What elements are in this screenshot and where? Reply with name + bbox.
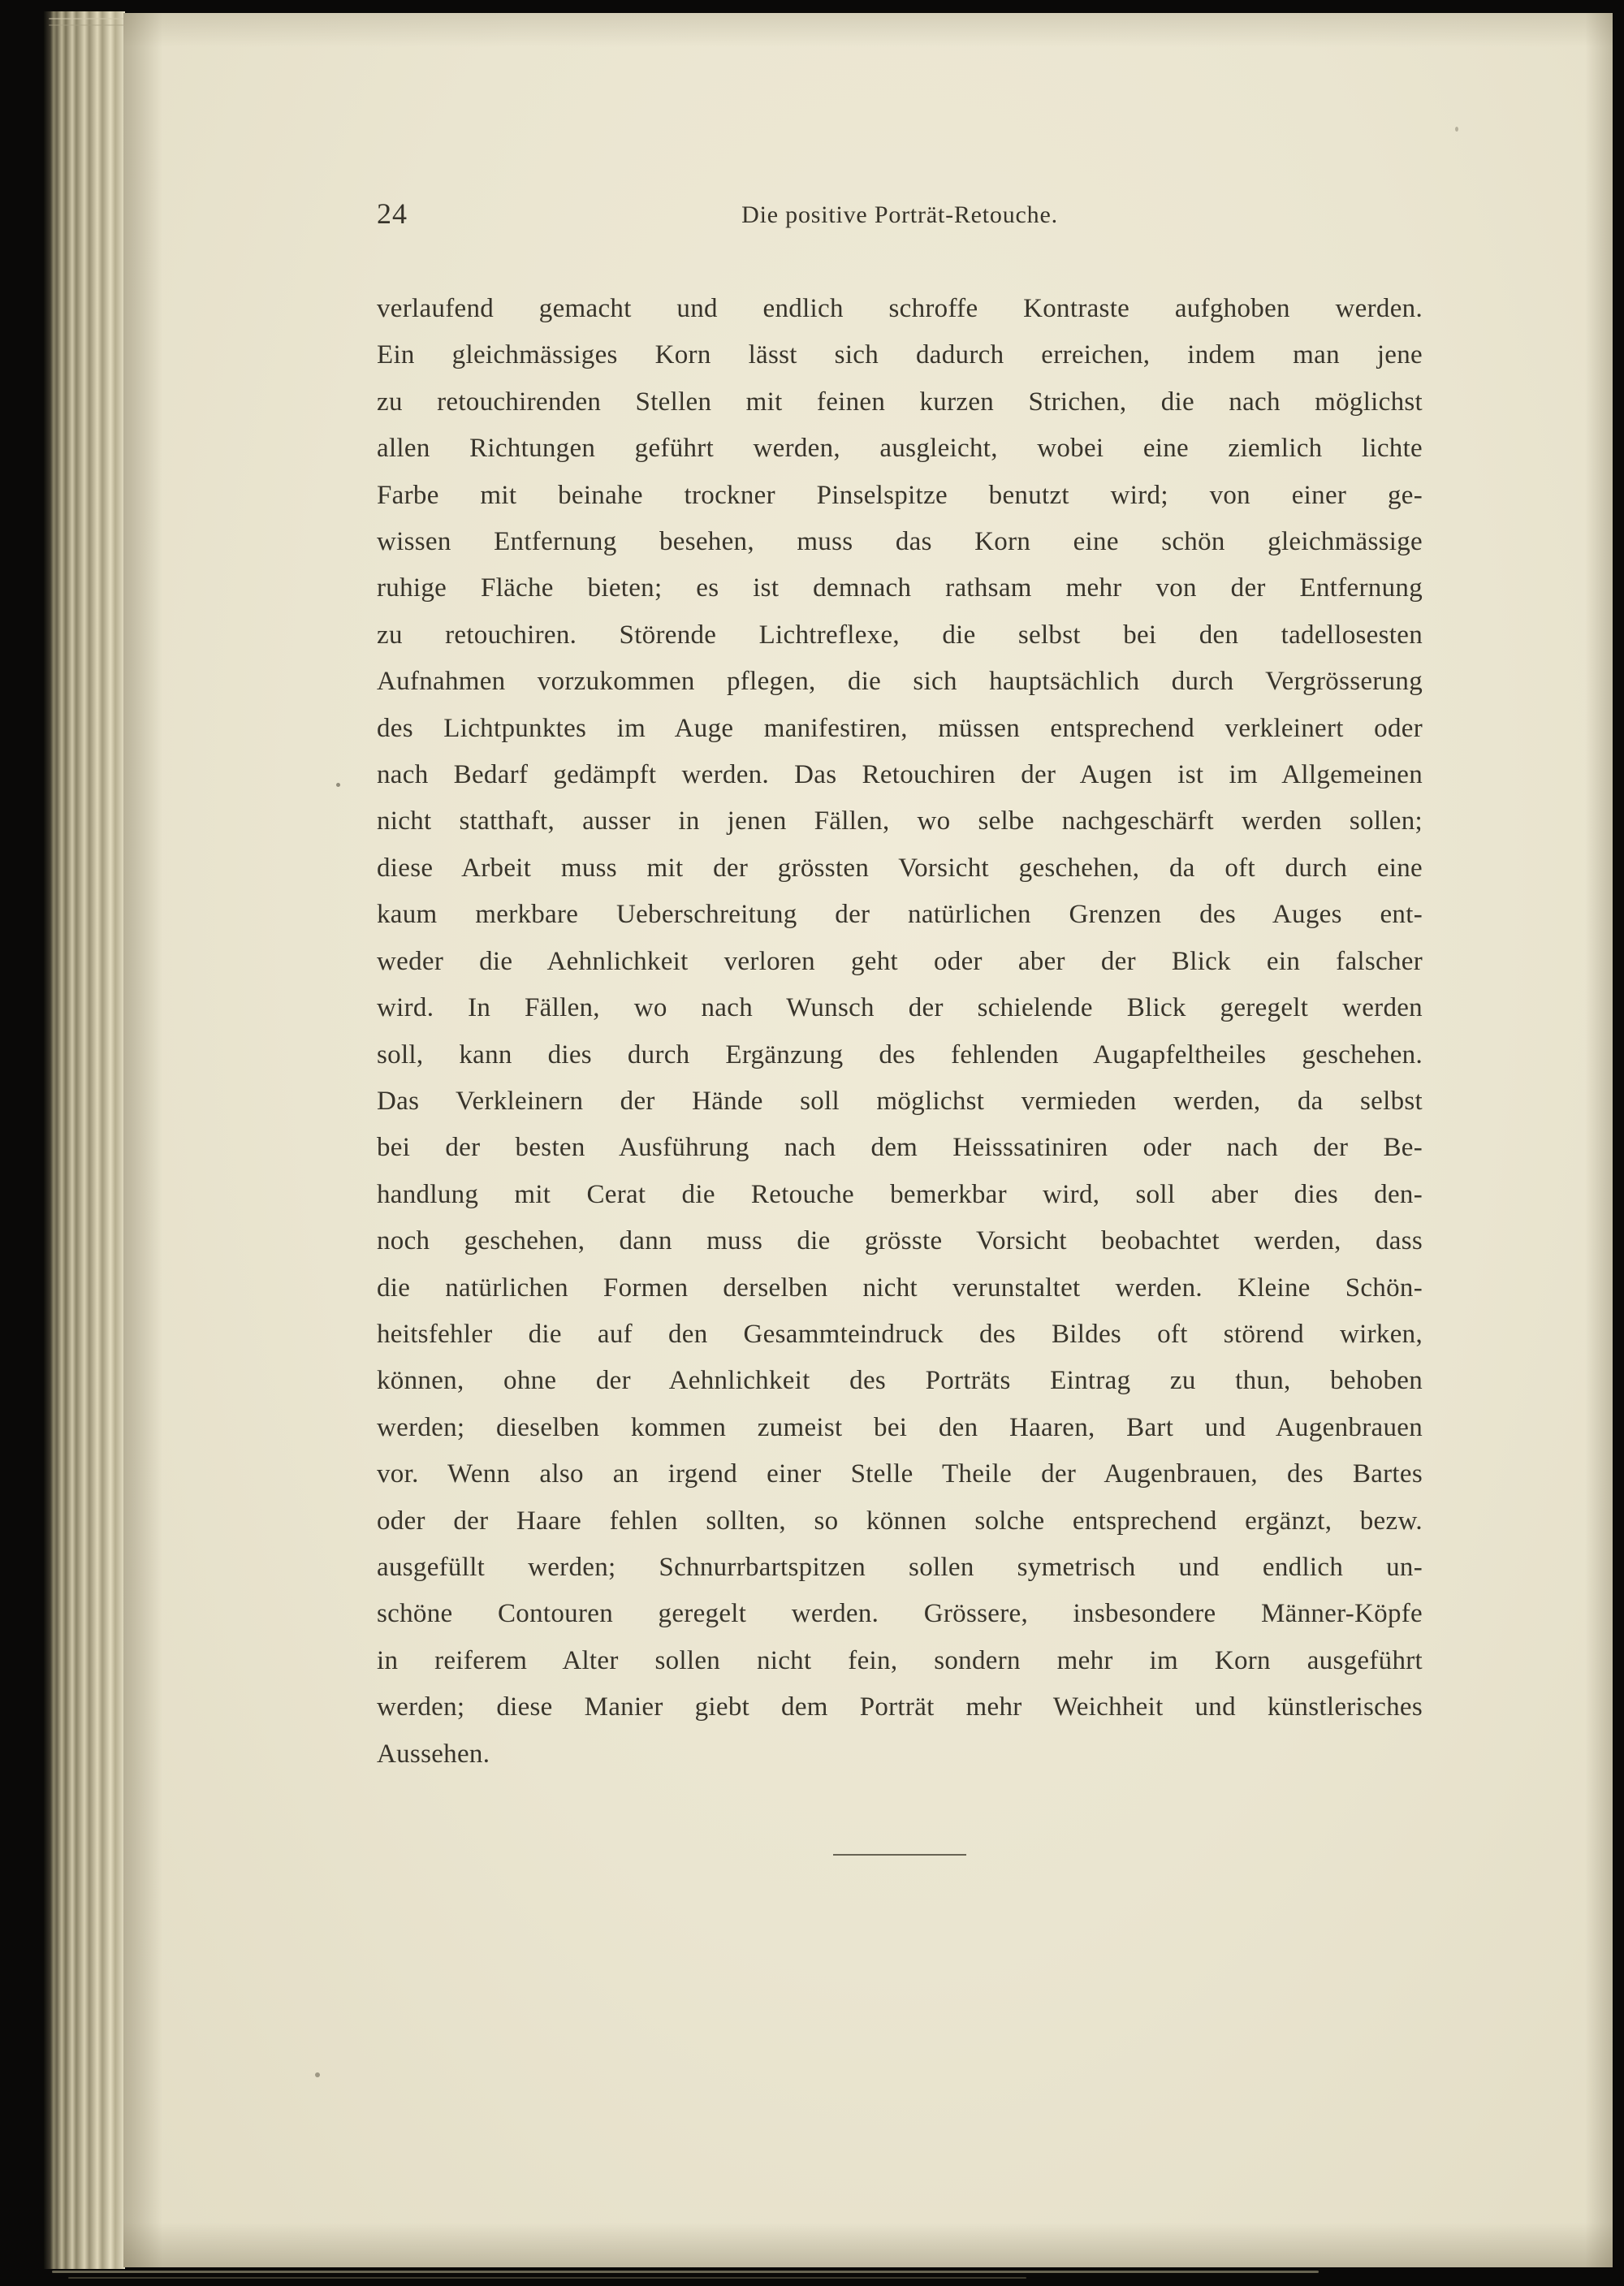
body-line: ausgefüllt werden; Schnurrbartspitzen sollen symetrisch und endlich un- bbox=[377, 1552, 1423, 1582]
body-line: heitsfehler die auf den Gesammteindruck des Bildes oft störend wirken, bbox=[377, 1319, 1423, 1349]
body-line: weder die Aehnlichkeit verloren geht oder aber der Blick ein falscher bbox=[377, 946, 1423, 976]
body-line: oder der Haare fehlen sollten, so können solche entsprechend ergänzt, bezw. bbox=[377, 1506, 1423, 1536]
body-line: werden; dieselben kommen zumeist bei den Haaren, Bart und Augenbrauen bbox=[377, 1412, 1423, 1442]
page-number: 24 bbox=[377, 197, 408, 230]
body-line: Das Verkleinern der Hände soll möglichst vermieden werden, da selbst bbox=[377, 1086, 1423, 1116]
scan-speck bbox=[1455, 127, 1458, 132]
section-divider-rule bbox=[833, 1854, 966, 1856]
body-line: nicht statthaft, ausser in jenen Fällen, wo selbe nachgeschärft werden sollen; bbox=[377, 806, 1423, 836]
body-line: diese Arbeit muss mit der grössten Vorsicht geschehen, da oft durch eine bbox=[377, 853, 1423, 883]
body-line: kaum merkbare Ueberschreitung der natürlichen Grenzen des Auges ent- bbox=[377, 900, 1423, 930]
book-page bbox=[123, 13, 1613, 2267]
body-line: verlaufend gemacht und endlich schroffe Kontraste aufghoben werden. bbox=[377, 294, 1423, 323]
body-line: wissen Entfernung besehen, muss das Korn eine schön gleichmässige bbox=[377, 527, 1423, 557]
body-line: schöne Contouren geregelt werden. Grössere, insbesondere Männer-Köpfe bbox=[377, 1599, 1423, 1629]
body-line: soll, kann dies durch Ergänzung des fehlenden Augapfeltheiles geschehen. bbox=[377, 1039, 1423, 1070]
running-title: Die positive Porträt-Retouche. bbox=[741, 201, 1058, 228]
body-line: Aufnahmen vorzukommen pflegen, die sich hauptsächlich durch Vergrösserung bbox=[377, 667, 1423, 697]
bottom-page-edge bbox=[68, 2277, 1026, 2279]
body-line: Farbe mit beinahe trockner Pinselspitze benutzt wird; von einer ge- bbox=[377, 480, 1423, 510]
body-line: wird. In Fällen, wo nach Wunsch der schielende Blick geregelt werden bbox=[377, 993, 1423, 1023]
body-line: Aussehen. bbox=[377, 1739, 490, 1769]
page-header bbox=[377, 197, 1423, 242]
body-line: handlung mit Cerat die Retouche bemerkbar wird, soll aber dies den- bbox=[377, 1179, 1423, 1209]
body-line: vor. Wenn also an irgend einer Stelle Theile der Augenbrauen, des Bartes bbox=[377, 1459, 1423, 1489]
scan-speck bbox=[336, 783, 340, 787]
body-line: des Lichtpunktes im Auge manifestiren, müssen entsprechend verkleinert oder bbox=[377, 713, 1423, 743]
body-line: zu retouchiren. Störende Lichtreflexe, die selbst bei den tadellosesten bbox=[377, 620, 1423, 650]
body-line: noch geschehen, dann muss die grösste Vorsicht beobachtet werden, dass bbox=[377, 1226, 1423, 1256]
bottom-page-edge bbox=[52, 2271, 1319, 2273]
body-line: werden; diese Manier giebt dem Porträt mehr Weichheit und künstlerisches bbox=[377, 1692, 1423, 1722]
body-line: ruhige Fläche bieten; es ist demnach rathsam mehr von der Entfernung bbox=[377, 573, 1423, 603]
body-line: die natürlichen Formen derselben nicht verunstaltet werden. Kleine Schön- bbox=[377, 1273, 1423, 1303]
body-text bbox=[377, 286, 1423, 1778]
body-line: nach Bedarf gedämpft werden. Das Retouchiren der Augen ist im Allgemeinen bbox=[377, 760, 1423, 790]
body-line: allen Richtungen geführt werden, ausgleicht, wobei eine ziemlich lichte bbox=[377, 434, 1423, 464]
body-line: können, ohne der Aehnlichkeit des Porträts Eintrag zu thun, behoben bbox=[377, 1366, 1423, 1396]
page-stack-fore-edge bbox=[44, 11, 125, 2269]
body-line: in reiferem Alter sollen nicht fein, sondern mehr im Korn ausgeführt bbox=[377, 1645, 1423, 1675]
scan-speck bbox=[315, 2072, 320, 2077]
body-line: zu retouchirenden Stellen mit feinen kurzen Strichen, die nach möglichst bbox=[377, 387, 1423, 417]
body-line: bei der besten Ausführung nach dem Heisssatiniren oder nach der Be- bbox=[377, 1133, 1423, 1163]
body-line: Ein gleichmässiges Korn lässt sich dadurch erreichen, indem man jene bbox=[377, 340, 1423, 370]
